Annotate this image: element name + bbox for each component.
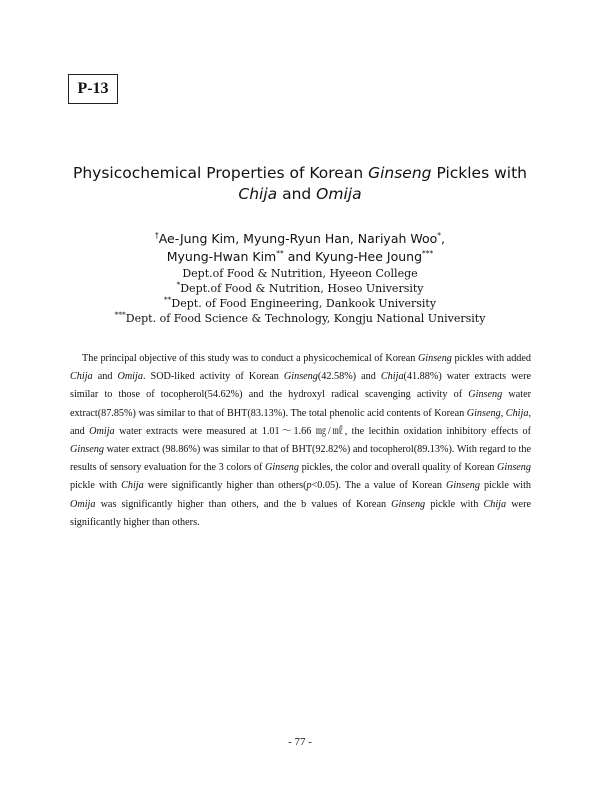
title-text: Physicochemical Properties of Korean xyxy=(73,164,369,182)
abstract-text: pickle with xyxy=(70,480,122,492)
abstract-text: water extract(87.85%) was similar to that of BHT(83.13%). The total phenolic acid contents of Korean xyxy=(70,389,531,419)
author-mark: * xyxy=(437,231,442,240)
abstract-text: The principal objective of this study was to conduct a physicochemical of Korean xyxy=(82,353,418,364)
abstract-text: pickle with xyxy=(479,480,532,492)
abstract-text: water extract (98.86%) was similar to that of BHT(92.82%) and tocopherol(89.13%). With regard to the results of sensory evaluation for the 3 colors of xyxy=(70,444,531,474)
affiliation-mark: * xyxy=(176,280,181,289)
abstract-text: were significantly higher than others. xyxy=(70,498,531,528)
abstract-text: and xyxy=(92,371,118,383)
abstract-term: Chija xyxy=(505,407,529,419)
author-mark: ** xyxy=(276,249,284,258)
abstract-paragraph xyxy=(70,350,531,532)
presentation-code: P-13 xyxy=(77,80,109,97)
affiliation-4 xyxy=(40,311,560,326)
affiliation-text: Dept. of Food Engineering, Dankook University xyxy=(171,297,437,310)
abstract-text: pickles, the color and overall quality of Korean xyxy=(298,462,498,474)
abstract-term: Chija xyxy=(121,480,144,492)
abstract-term: Chija xyxy=(70,371,93,383)
author-separator: , xyxy=(441,231,446,246)
title-text: Pickles with xyxy=(431,164,527,182)
abstract-term: Chija xyxy=(380,371,404,383)
authors-line-1 xyxy=(40,230,560,248)
abstract-text: , and xyxy=(70,407,531,437)
author-names: and Kyung-Hee Joung xyxy=(283,249,423,264)
title-ginseng: Ginseng xyxy=(368,164,432,182)
author-names: Ae-Jung Kim, Myung-Ryun Han, Nariyah Woo xyxy=(158,231,438,246)
title-omija: Omija xyxy=(316,185,362,203)
abstract-term: Omija xyxy=(89,425,115,437)
page-number: - 77 - xyxy=(288,736,312,748)
affiliation-mark: ** xyxy=(163,295,172,304)
abstract-term: Ginseng xyxy=(264,462,299,474)
author-mark: *** xyxy=(422,249,434,258)
abstract-text: . SOD-liked activity of Korean xyxy=(142,371,284,383)
abstract-term: Ginseng xyxy=(466,407,501,419)
affiliation-text: Dept.of Food & Nutrition, Hoseo University xyxy=(180,282,424,295)
abstract-text: pickle with xyxy=(425,498,484,510)
abstract-term: Omija xyxy=(70,498,96,510)
abstract-text: (42.58%) and xyxy=(317,371,381,383)
abstract-term: Chija xyxy=(483,498,507,510)
abstract-text: , xyxy=(500,407,506,419)
affiliation-mark: *** xyxy=(114,310,126,319)
abstract-text: was significantly higher than others, and the b values of Korean xyxy=(95,498,392,510)
abstract-term: p xyxy=(306,480,312,492)
author-names: Myung-Hwan Kim xyxy=(166,249,277,264)
abstract-term: Ginseng xyxy=(445,480,480,492)
author-mark: † xyxy=(154,231,159,240)
abstract-term: Omija xyxy=(117,371,143,383)
abstract-term: Ginseng xyxy=(391,498,426,510)
abstract-term: Ginseng xyxy=(417,353,452,364)
abstract-term: Ginseng xyxy=(468,389,503,401)
abstract-text: water extracts were measured at 1.01～1.66 ㎎/㎖, the lecithin oxidation inhibitory effects of xyxy=(114,425,531,437)
abstract-text: were significantly higher than others( xyxy=(143,480,307,492)
title-text: and xyxy=(277,185,317,203)
abstract-term: Ginseng xyxy=(497,462,531,474)
authors-line-2 xyxy=(40,248,560,266)
affiliation-text: Dept.of Food & Nutrition, Hyeeon College xyxy=(182,267,418,280)
affiliation-3 xyxy=(40,296,560,311)
paper-title-line-1 xyxy=(40,162,560,184)
abstract-text: <0.05). The a value of Korean xyxy=(311,480,446,492)
abstract-text: pickles with added xyxy=(451,353,531,364)
affiliation-2 xyxy=(40,281,560,296)
title-chija: Chija xyxy=(238,185,278,203)
affiliation-1 xyxy=(40,266,560,281)
affiliation-text: Dept. of Food Science & Technology, Kongju National University xyxy=(125,312,486,325)
abstract-term: Ginseng xyxy=(70,444,104,456)
abstract-text: (41.88%) water extracts were similar to those of tocopherol(54.62%) and the hydroxyl radical scavenging activity of xyxy=(70,371,531,401)
paper-title-line-2 xyxy=(40,183,560,205)
abstract-term: Ginseng xyxy=(283,371,318,383)
presentation-code-box xyxy=(68,74,118,104)
